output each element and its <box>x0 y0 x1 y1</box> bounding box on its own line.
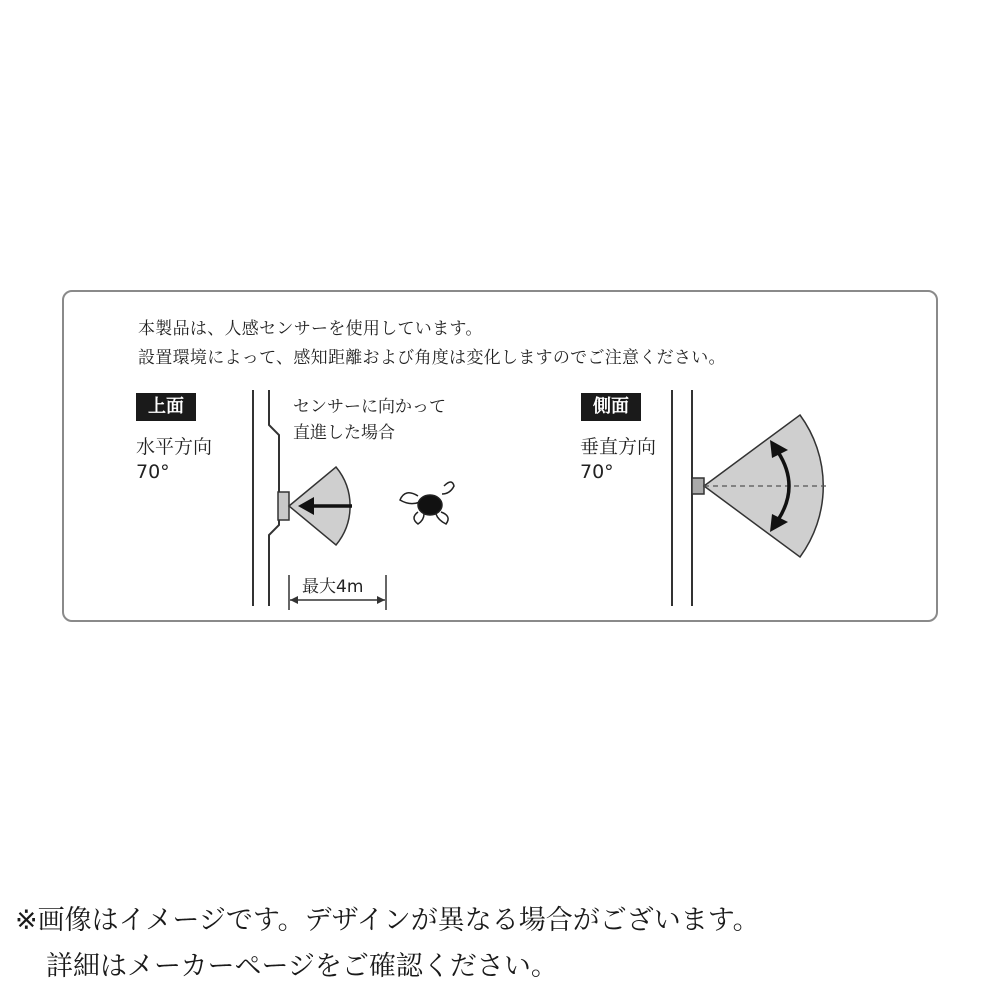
top-view-badge: 上面 <box>136 393 196 421</box>
distance-label: 最大4m <box>302 577 364 597</box>
side-view-direction-label: 垂直方向 <box>580 436 657 458</box>
side-view-angle: 70° <box>580 461 614 483</box>
top-view-caption-line-2: 直進した場合 <box>293 423 395 443</box>
notice-line-2: 詳細はメーカーページをご確認ください。 <box>46 951 558 982</box>
intro-line-1: 本製品は、人感センサーを使用しています。 <box>138 319 483 339</box>
notice-line-1: ※画像はイメージです。デザインが異なる場合がございます。 <box>15 905 760 936</box>
top-view-direction-label: 水平方向 <box>136 436 213 458</box>
top-view-angle: 70° <box>136 461 170 483</box>
intro-line-2: 設置環境によって、感知距離および角度は変化しますのでご注意ください。 <box>138 348 726 368</box>
top-view-caption-line-1: センサーに向かって <box>293 397 446 417</box>
side-view-badge: 側面 <box>581 393 641 421</box>
